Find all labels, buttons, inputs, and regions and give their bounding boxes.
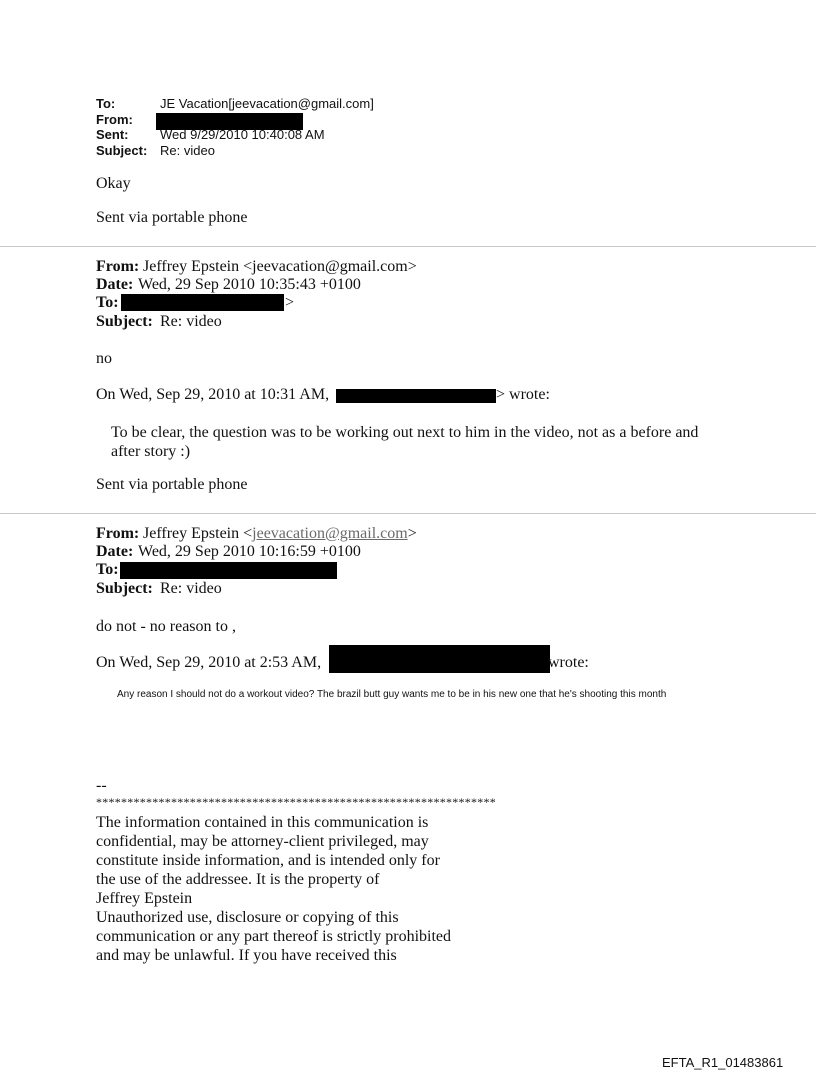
message-2-to-redaction (121, 294, 284, 311)
message-2-quoted-text: To be clear, the question was to be working out next to him in the video, not as a before and after story :) (111, 424, 699, 460)
header-subject-label: Subject: (96, 143, 148, 158)
message-3-from-label: From: (96, 525, 140, 542)
message-3-date-label: Date: (96, 543, 134, 560)
message-3-subject-label: Subject: (96, 580, 153, 597)
header-sent-value: Wed 9/29/2010 10:40:08 AM (160, 127, 325, 142)
disclaimer-line: Jeffrey Epstein (96, 890, 193, 907)
message-2-date-value: Wed, 29 Sep 2010 10:35:43 +0100 (138, 276, 361, 293)
disclaimer-line: confidential, may be attorney-client privileged, may (96, 833, 429, 850)
message-3-quoted-text: Any reason I should not do a workout video? The brazil butt guy wants me to be in his new one that he's shooting this month (117, 689, 667, 700)
disclaimer-line: constitute inside information, and is intended only for (96, 852, 440, 869)
message-2-subject-value: Re: video (160, 313, 222, 330)
message-2-quote-intro: On Wed, Sep 29, 2010 at 10:31 AM, (96, 386, 330, 403)
message-3-date-value: Wed, 29 Sep 2010 10:16:59 +0100 (138, 543, 361, 560)
message-3-email-link[interactable]: jeevacation@gmail.com (252, 525, 408, 542)
header-from-label: From: (96, 112, 133, 127)
asterisk-rule: **************************************************************** (96, 795, 496, 809)
header-to-value: JE Vacation[jeevacation@gmail.com] (160, 96, 374, 111)
message-3-to-redaction (120, 562, 337, 579)
message-1-body: Okay (96, 175, 131, 192)
message-2-to-label: To: (96, 294, 119, 311)
header-to-label: To: (96, 96, 116, 111)
message-2-to-tail: > (285, 294, 295, 311)
message-2-subject-label: Subject: (96, 313, 153, 330)
message-3-quote-tail: wrote: (548, 654, 589, 671)
message-3-quote-intro: On Wed, Sep 29, 2010 at 2:53 AM, (96, 654, 322, 671)
message-3-subject-value: Re: video (160, 580, 222, 597)
message-3-body: do not - no reason to , (96, 618, 236, 635)
signature-dashes: -- (96, 777, 107, 794)
divider-2 (0, 513, 816, 514)
message-2-from-value: Jeffrey Epstein <jeevacation@gmail.com> (143, 258, 417, 275)
document-id: EFTA_R1_01483861 (662, 1055, 784, 1070)
message-3-from-prefix: Jeffrey Epstein < (143, 525, 253, 542)
message-1-signature: Sent via portable phone (96, 209, 248, 226)
disclaimer-text (96, 813, 451, 965)
disclaimer-line: the use of the addressee. It is the property of (96, 871, 380, 888)
disclaimer-line: The information contained in this communication is (96, 814, 429, 831)
disclaimer-line: Unauthorized use, disclosure or copying of this (96, 909, 399, 926)
message-2-from-label: From: (96, 258, 140, 275)
disclaimer-line: and may be unlawful. If you have received this (96, 947, 397, 964)
divider-1 (0, 246, 816, 247)
message-2-signature: Sent via portable phone (96, 476, 248, 493)
message-2-body: no (96, 350, 112, 367)
message-3-from-suffix: > (407, 525, 417, 542)
header-subject-value: Re: video (160, 143, 215, 158)
message-2-quote-tail: > wrote: (496, 386, 550, 403)
message-2-quote-redaction (336, 389, 496, 403)
disclaimer-line: communication or any part thereof is strictly prohibited (96, 928, 452, 945)
message-2-date-label: Date: (96, 276, 134, 293)
message-3-to-label: To: (96, 561, 119, 578)
message-3-from-value (143, 525, 417, 543)
header-sent-label: Sent: (96, 127, 129, 142)
message-3-quote-redaction (329, 645, 550, 673)
